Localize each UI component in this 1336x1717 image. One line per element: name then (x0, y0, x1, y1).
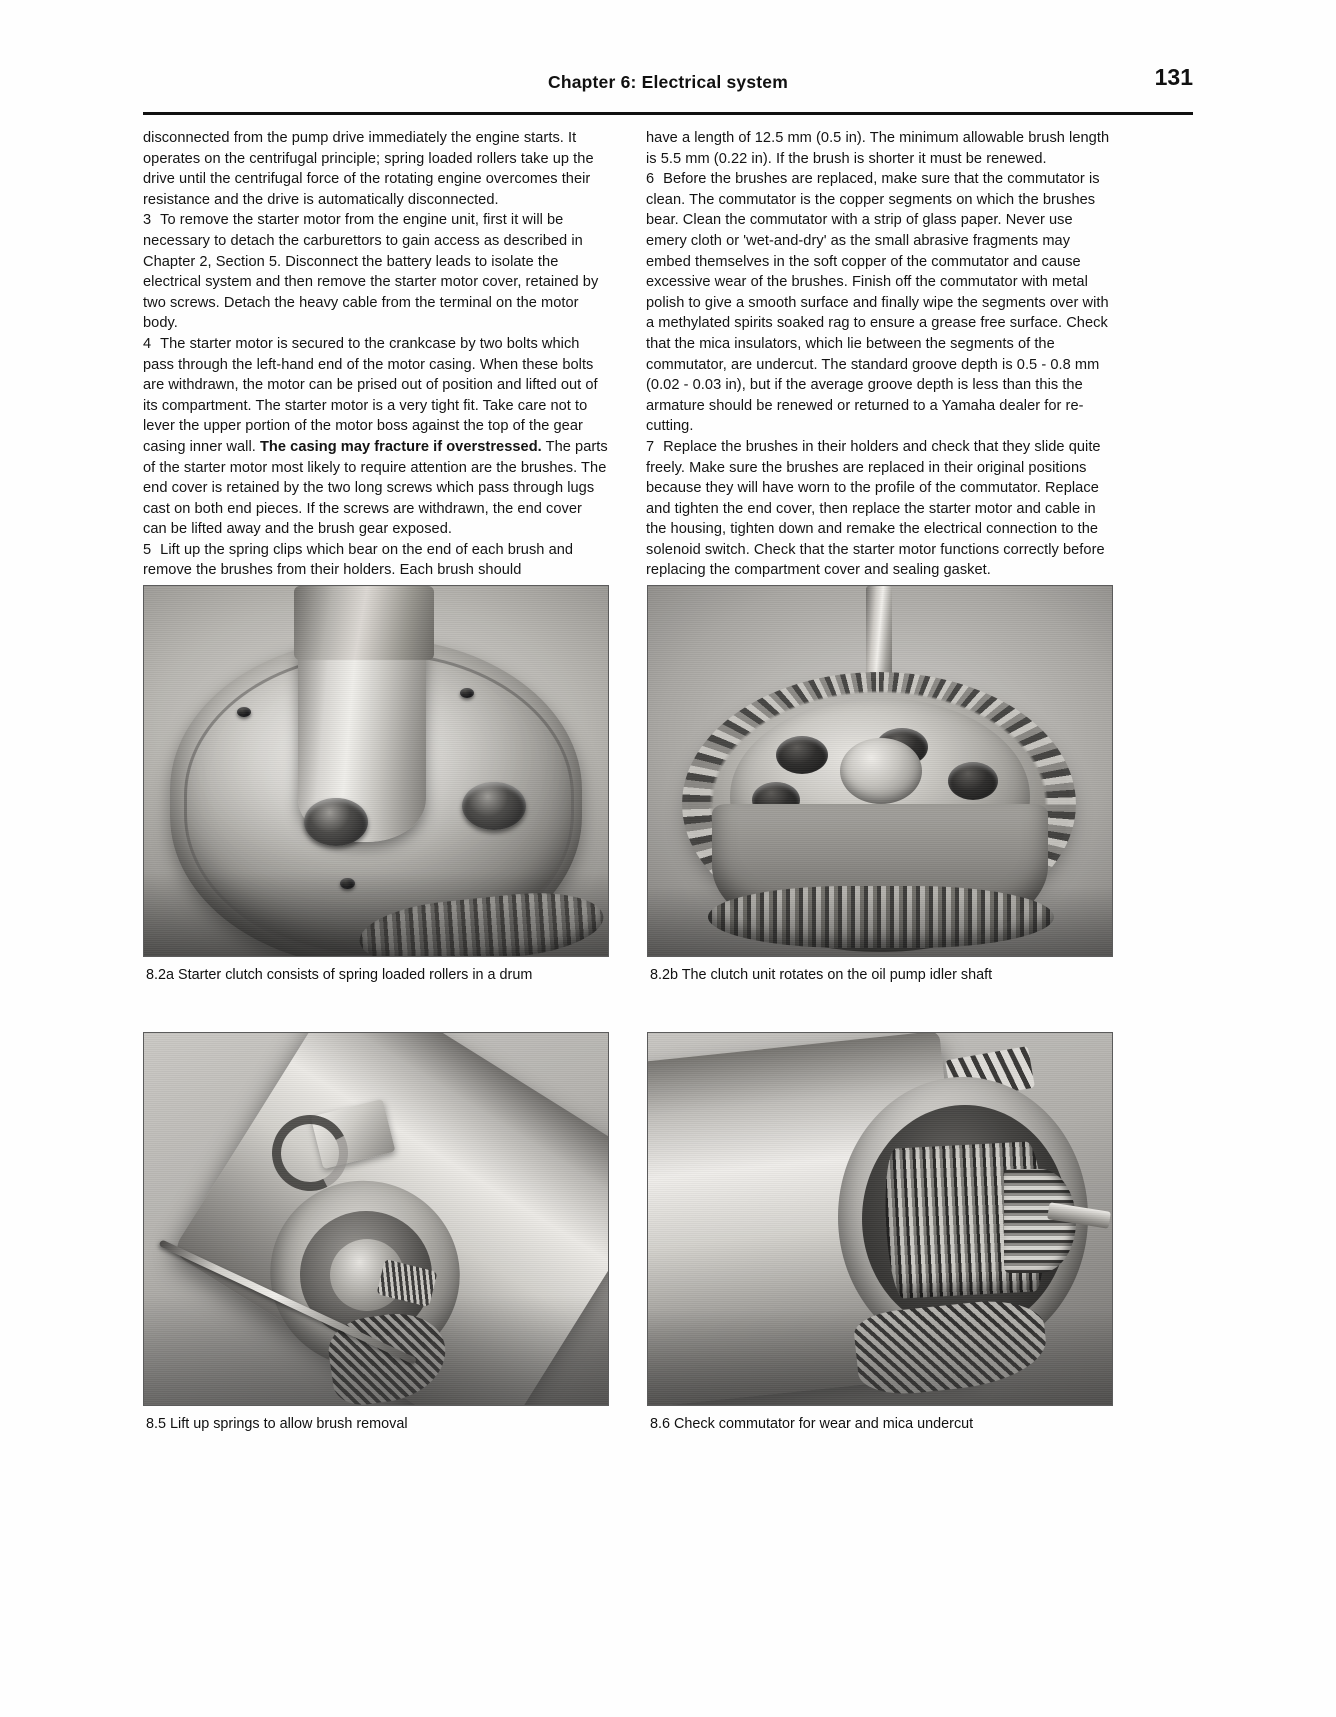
hub-top-shape (294, 586, 434, 660)
paragraph-text-cont: The parts of the starter motor most likely to require attention are the brushes. The end cover is retained by the two long screws which pass through lugs cast on both end pieces. If the screws are withdrawn, the end cover can be lifted away and the brush gear exposed. (143, 438, 608, 538)
paragraph-continued (143, 128, 608, 210)
paragraph-text: Before the brushes are replaced, make sure that the commutator is clean. The commutator is the copper segments on which the brushes bear. Clean the commutator with a strip of glass paper. Never use emery cloth or 'wet-and-dry' as the small abrasive fragments may embed themselves in the soft copper of the commutator and cause excessive wear of the brushes. Finish off the commutator with metal polish to give a smooth surface and finally wipe the segments over with a methylated spirits soaked rag to ensure a grease free surface. Check that the mica insulators, which lie between the segments of the commutator, are undercut. The standard groove depth is 0.5 - 0.8 mm (0.02 - 0.03 in), but if the average groove depth is less than this the armature should be renewed or returned to a Yamaha dealer for re-cutting. (646, 171, 1109, 435)
figure-8-2b (647, 585, 1113, 984)
photo-shadow (144, 1295, 608, 1405)
header-divider (143, 112, 1193, 115)
paragraph-text: The starter motor is secured to the crankcase by two bolts which pass through the left-hand end of the motor casing. When these bolts are withdrawn, the motor can be prised out of position and lifted out of its compartment. The starter motor is a very tight fit. Take care not to lever the upper portion of the motor boss against the top of the gear casing inner wall. (143, 335, 598, 455)
drum-dowel-hole-2 (460, 688, 474, 698)
figure-caption: 8.6 Check commutator for wear and mica undercut (650, 1416, 974, 1432)
paragraph-7 (646, 437, 1111, 581)
paragraph-4 (143, 334, 608, 540)
paragraph-5 (143, 540, 608, 581)
page-number: 131 (1154, 64, 1193, 90)
figure-8-5 (143, 1032, 609, 1433)
paragraph-3 (143, 210, 608, 334)
figure-8-6 (647, 1032, 1113, 1433)
body-columns (143, 128, 1193, 581)
photo-brush-spring-removal (143, 1032, 609, 1406)
paragraph-continued (646, 128, 1111, 169)
roller-recess-left (304, 798, 368, 846)
lightening-hole-3 (948, 762, 998, 800)
figure-caption: 8.5 Lift up springs to allow brush removal (146, 1416, 408, 1432)
page-title: Chapter 6: Electrical system (547, 72, 788, 92)
left-column (143, 128, 608, 581)
paragraph-text: disconnected from the pump drive immediately the engine starts. It operates on the centrifugal principle; spring loaded rollers take up the drive until the centrifugal force of the rotating engine overcomes their resistance and the drive is automatically disconnected. (143, 130, 594, 208)
roller-recess-right (462, 782, 526, 830)
figure-caption: 8.2b The clutch unit rotates on the oil pump idler shaft (650, 967, 993, 983)
photo-starter-clutch-drum (143, 585, 609, 957)
photo-clutch-unit-idler-shaft (647, 585, 1113, 957)
figure-grid (143, 585, 1197, 1433)
figure-caption: 8.2a Starter clutch consists of spring loaded rollers in a drum (146, 967, 533, 983)
lightening-hole-1 (776, 736, 828, 774)
photo-shadow (648, 886, 1112, 956)
paragraph-number-4: 4 (143, 335, 152, 352)
paragraph-text: Replace the brushes in their holders and check that they slide quite freely. Make sure the brushes are replaced in their original positions because they will have worn to the profile of the commutator. Replace and tighten the end cover, then replace the starter motor and cable in the housing, tighten down and remake the electrical connection to the solenoid switch. Check that the starter motor functions correctly before replacing the compartment cover and sealing gasket. (646, 438, 1105, 579)
warning-text: The casing may fracture if overstressed. (259, 438, 542, 455)
photo-shadow (144, 872, 608, 956)
paragraph-text: Lift up the spring clips which bear on the end of each brush and remove the brushes from their holders. Each brush should (143, 541, 574, 579)
figure-8-2a (143, 585, 609, 984)
paragraph-6 (646, 169, 1111, 437)
drum-dowel-hole-1 (237, 707, 251, 717)
page-header (143, 64, 1193, 108)
paragraph-text: To remove the starter motor from the engine unit, first it will be necessary to detach the carburettors to gain access as described in Chapter 2, Section 5. Disconnect the battery leads to isolate the electrical system and then remove the starter motor cover, retained by two screws. Detach the heavy cable from the terminal on the motor body. (143, 212, 599, 332)
figure-row-top (143, 585, 1197, 984)
photo-commutator-wear-check (647, 1032, 1113, 1406)
paragraph-number-5: 5 (143, 541, 152, 558)
gear-centre-boss (840, 738, 922, 804)
paragraph-number-6: 6 (646, 171, 655, 188)
photo-shadow (648, 1309, 1112, 1405)
paragraph-number-3: 3 (143, 212, 152, 229)
figure-row-bottom (143, 1032, 1197, 1433)
paragraph-number-7: 7 (646, 438, 655, 455)
paragraph-text: have a length of 12.5 mm (0.5 in). The minimum allowable brush length is 5.5 mm (0.22 in). If the brush is shorter it must be renewed. (646, 130, 1110, 167)
right-column (646, 128, 1111, 581)
